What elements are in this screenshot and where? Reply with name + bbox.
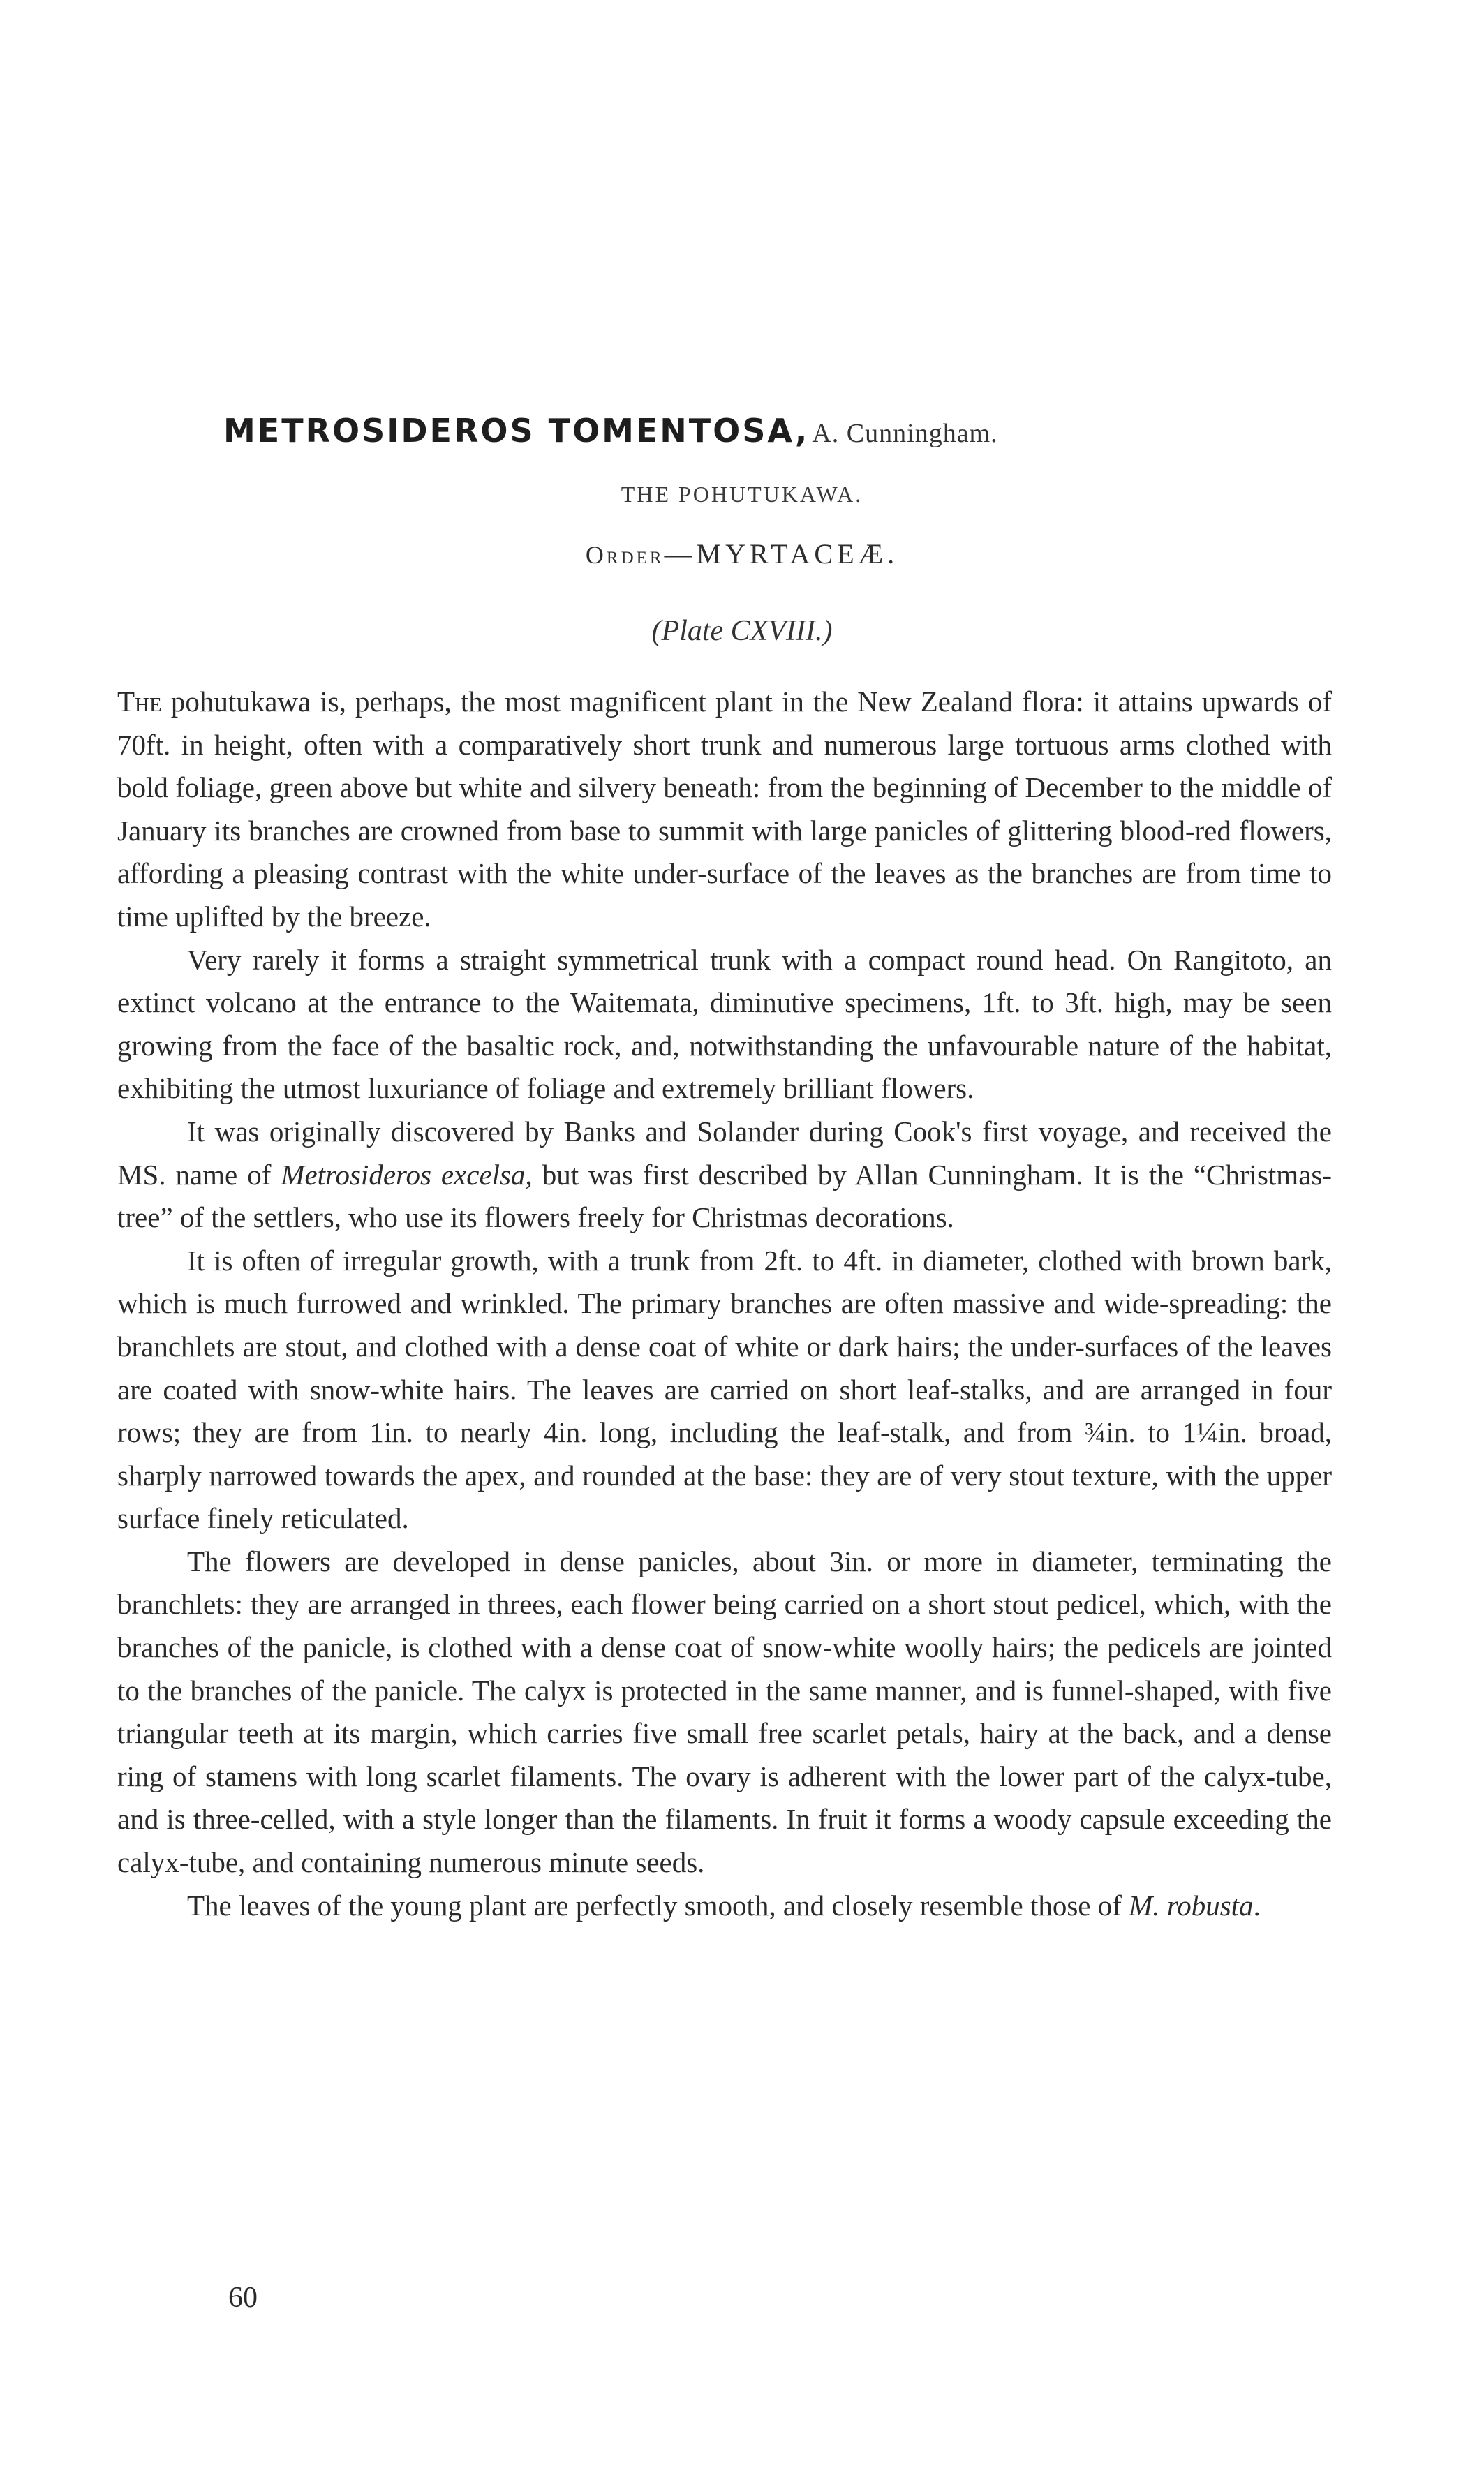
species-author: A. Cunningham. bbox=[812, 419, 998, 448]
paragraph-text: The flowers are developed in dense panicles, about 3in. or more in diameter, terminating the branchlets: they are arranged in threes, each flower being carried on a short stout pedicel, which, with the branches of the panicle, is clothed with a dense coat of snow-white woolly hairs; the pedicels are jointed to the branches of the panicle. The calyx is protected in the same manner, and is funnel-shaped, with five triangular teeth at its margin, which carries five small free scarlet petals, hairy at the back, and a dense ring of stamens with long scarlet filaments. The ovary is adherent with the lower part of the calyx-tube, and is three-celled, with a style longer than the filaments. In fruit it forms a woody capsule exceeding the calyx-tube, and containing numerous minute seeds. bbox=[117, 1545, 1332, 1879]
paragraph-2 bbox=[117, 939, 1332, 1111]
paragraph-1 bbox=[117, 681, 1332, 939]
species-heading bbox=[223, 412, 1326, 450]
paragraph-text: It was originally discovered by Banks and Solander during Cook's first voyage, and received the MS. name of bbox=[117, 1115, 1332, 1191]
order-dash: — bbox=[664, 538, 697, 570]
page-number: 60 bbox=[228, 2282, 258, 2314]
plate-reference: (Plate CXVIII.) bbox=[651, 615, 833, 647]
paragraph-text: The leaves of the young plant are perfectly smooth, and closely resemble those of bbox=[187, 1889, 1129, 1922]
paragraph-text: . bbox=[1253, 1889, 1261, 1922]
lead-word: The bbox=[117, 685, 162, 718]
paragraph-3 bbox=[117, 1111, 1332, 1240]
paragraph-5 bbox=[117, 1540, 1332, 1885]
body-text bbox=[117, 681, 1332, 1927]
species-name-italic: Metrosideros excelsa bbox=[281, 1158, 526, 1191]
species-name-italic: M. robusta bbox=[1129, 1889, 1254, 1922]
order-prefix: Order bbox=[585, 541, 665, 569]
paragraph-text: , but was first described by Allan Cunningham. It is the “Christmas-tree” of the settlers, who use its flowers freely for Christmas decorations. bbox=[117, 1158, 1332, 1234]
paragraph-text: pohutukawa is, perhaps, the most magnificent plant in the New Zealand flora: it attains upwards of 70ft. in height, often with a comparatively short trunk and numerous large tortuous arms clothed with bold foliage, green above but white and silvery beneath: from the beginning of December to the middle of January its branches are crowned from base to summit with large panicles of glittering blood-red flowers, affording a pleasing contrast with the white under-surface of the leaves as the branches are from time to time uplifted by the breeze. bbox=[117, 685, 1332, 933]
species-title: METROSIDEROS TOMENTOSA, bbox=[223, 412, 810, 450]
paragraph-4 bbox=[117, 1240, 1332, 1540]
common-name: THE POHUTUKAWA. bbox=[621, 482, 863, 507]
paragraph-text: Very rarely it forms a straight symmetrical trunk with a compact round head. On Rangitoto, an extinct volcano at the entrance to the Waitemata, diminutive specimens, 1ft. to 3ft. high, may be seen growing from the face of the basaltic rock, and, notwithstanding the unfavourable nature of the habitat, exhibiting the utmost luxuriance of foliage and extremely brilliant flowers. bbox=[117, 943, 1332, 1105]
paragraph-text: It is often of irregular growth, with a trunk from 2ft. to 4ft. in diameter, clothed with brown bark, which is much furrowed and wrinkled. The primary branches are often massive and wide-spreading: the branchlets are stout, and clothed with a dense coat of white or dark hairs; the under-surfaces of the leaves are coated with snow-white hairs. The leaves are carried on short leaf-stalks, and are arranged in four rows; they are from 1in. to nearly 4in. long, including the leaf-stalk, and from ¾in. to 1¼in. broad, sharply narrowed towards the apex, and rounded at the base: they are of very stout texture, with the upper surface finely reticulated. bbox=[117, 1244, 1332, 1535]
order-heading bbox=[0, 537, 1484, 570]
order-name: MYRTACEÆ. bbox=[696, 538, 899, 570]
paragraph-6 bbox=[117, 1885, 1332, 1928]
